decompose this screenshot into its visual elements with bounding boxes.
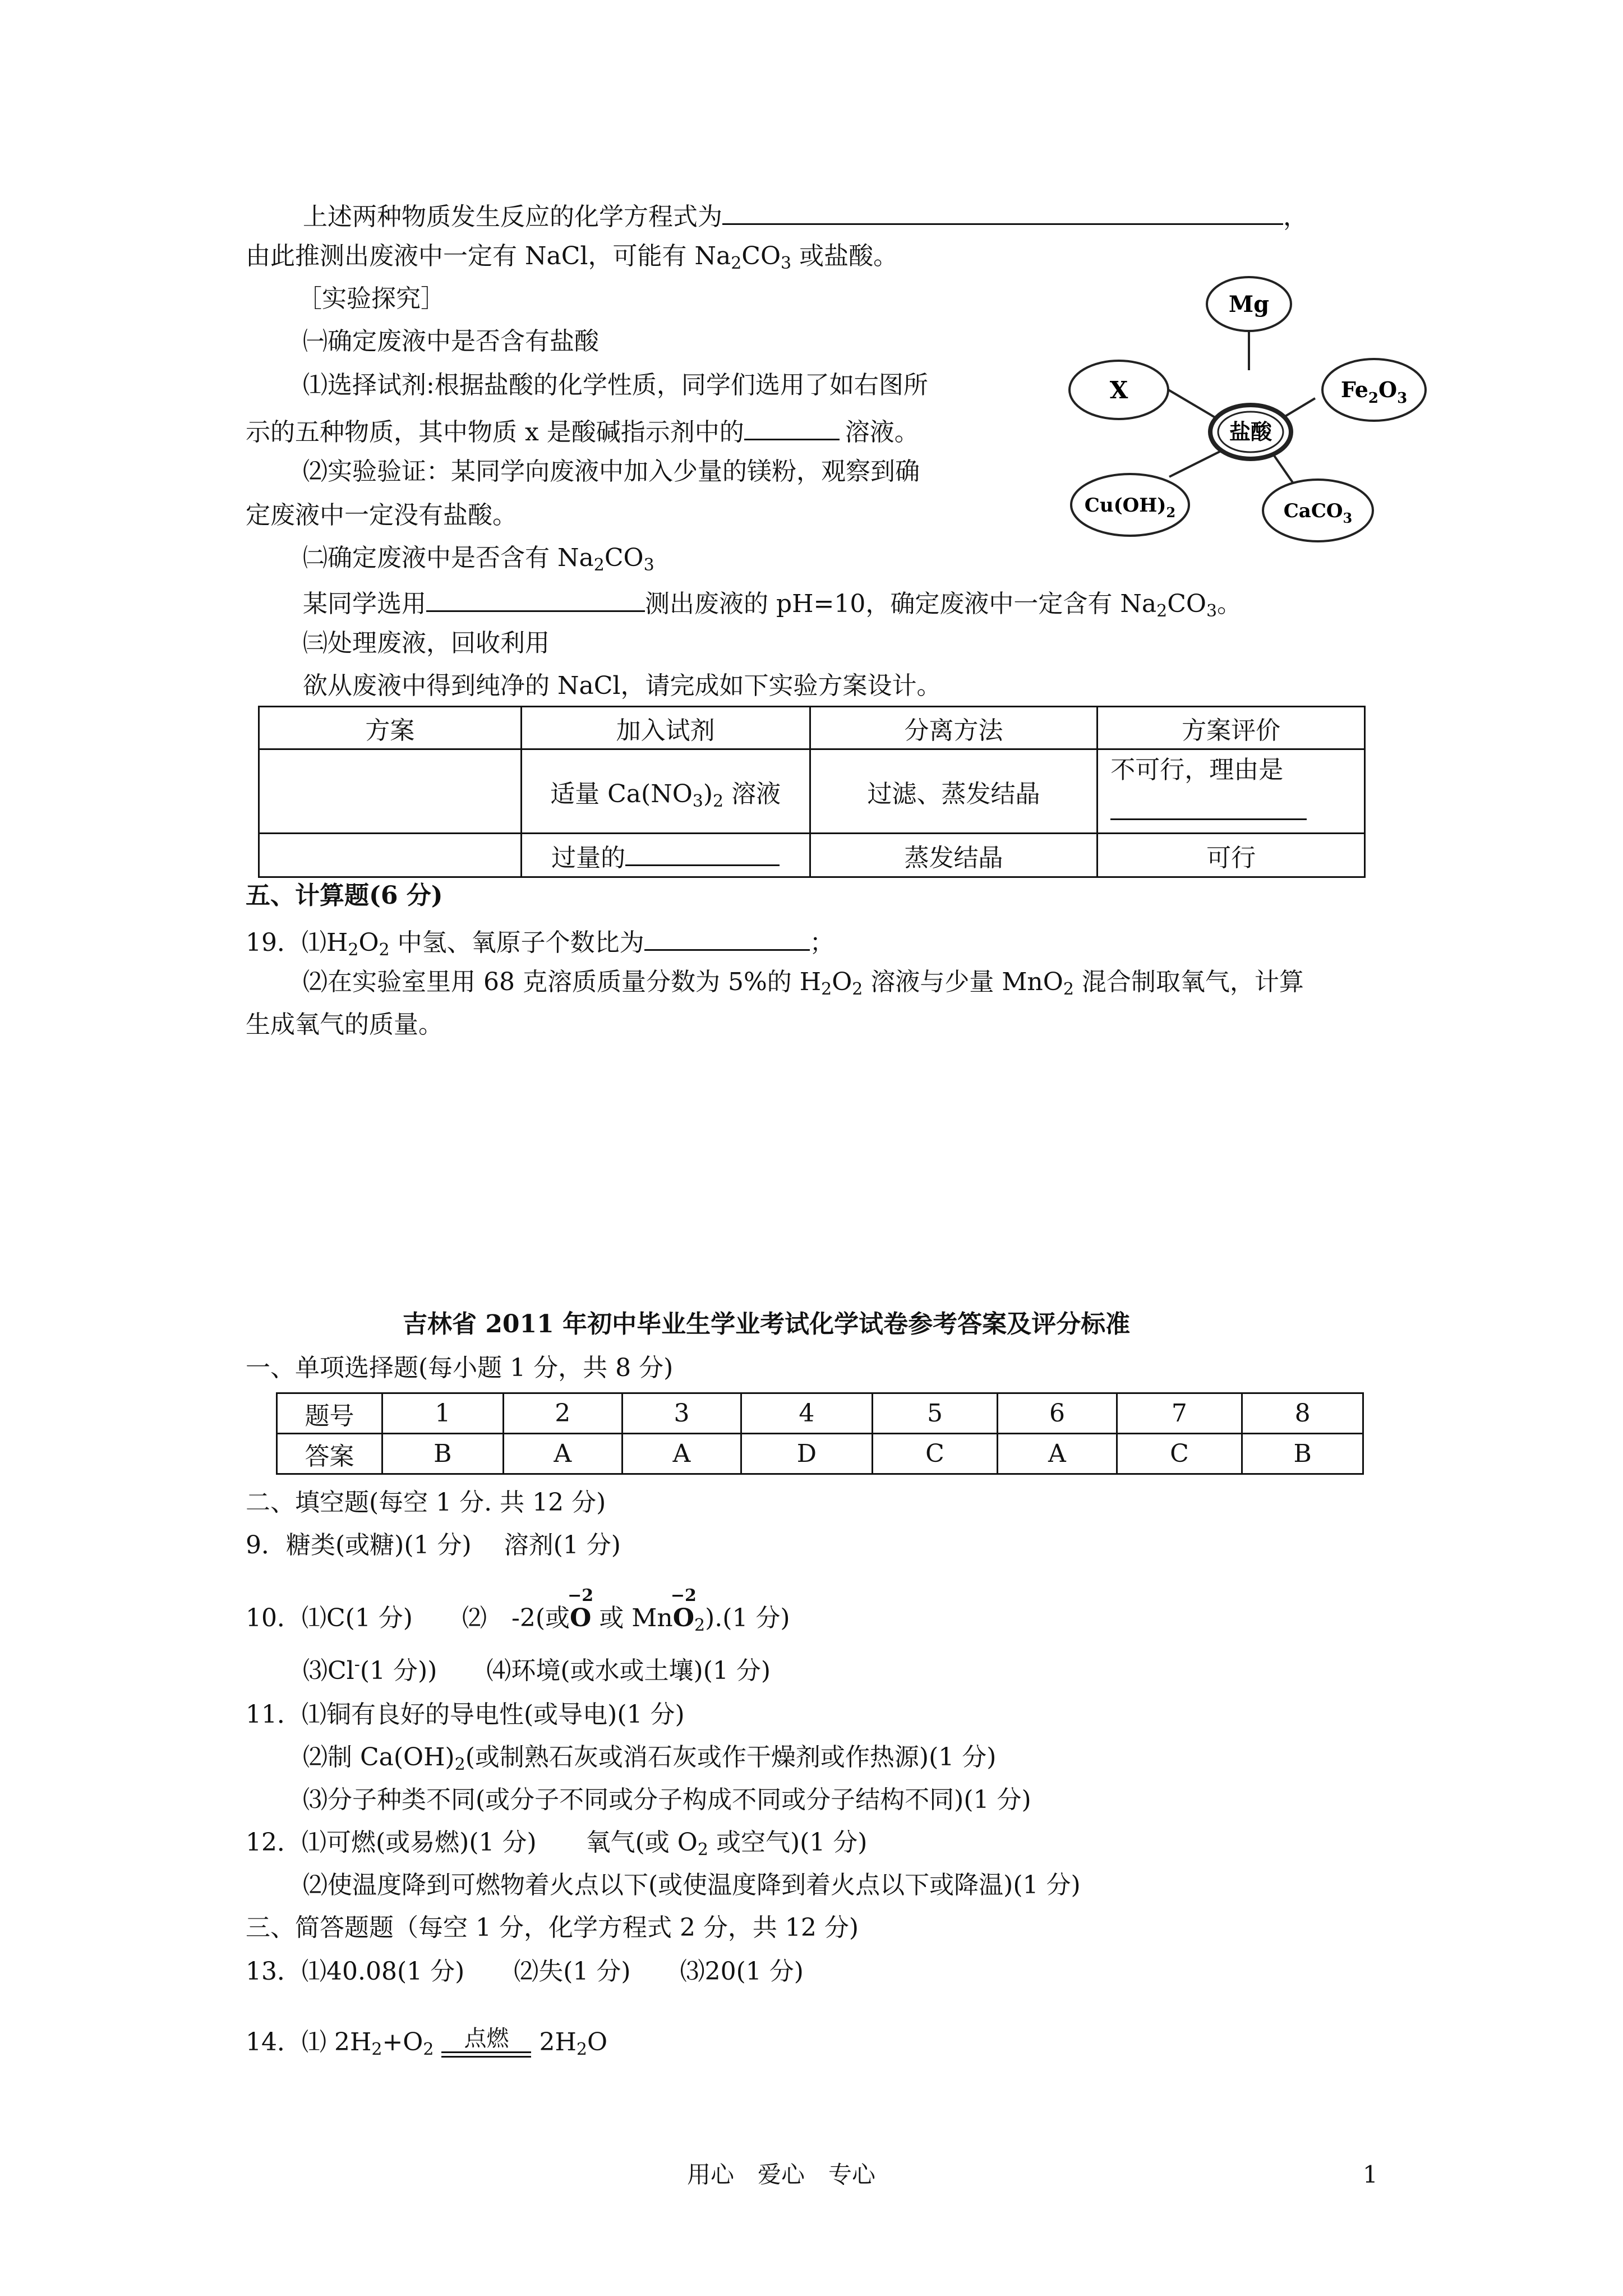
mc-ans-7: C — [1117, 1434, 1242, 1474]
node-fe2o3: $Fe_2O_3$ — [1340, 377, 1408, 407]
q19-line2: ⑵在实验室里用 68 克溶质质量分数为 5%的 $H_2O_2$ 溶液与少量 MnO$_2$ 混合制取氧气，计算 — [303, 968, 1304, 999]
part3-line: 欲从废液中得到纯净的 NaCl，请完成如下实验方案设计。 — [303, 671, 942, 700]
answer-11-1: 11．⑴铜有良好的导电性(或导电)(1 分) — [246, 1700, 685, 1729]
answers-title: 吉林省 2011 年初中毕业生学业考试化学试卷参考答案及评分标准 — [403, 1310, 1131, 1338]
answer-11-3: ⑶分子种类不同(或分子不同或分子构成不同或分子结构不同)(1 分) — [303, 1786, 1031, 1814]
plan-header-eval: 方案评价 — [1098, 707, 1365, 749]
footer-motto: 用心 爱心 专心 — [687, 2161, 876, 2188]
mc-num-3: 3 — [622, 1393, 741, 1434]
node-mg: Mg — [1228, 291, 1270, 318]
answers-sec2: 二、填空题(每空 1 分. 共 12 分) — [246, 1488, 606, 1517]
plan-header-reagent: 加入试剂 — [521, 707, 810, 749]
oxygen-valence: −2 O — [568, 1586, 594, 1632]
part3-heading: ㈢处理废液，回收利用 — [303, 629, 550, 657]
answer-12-2: ⑵使温度降到可燃物着火点以下(或使温度降到着火点以下或降温)(1 分) — [303, 1871, 1081, 1899]
answers-sec3: 三、简答题题（每空 1 分，化学方程式 2 分，共 12 分) — [246, 1913, 859, 1942]
ratio-blank[interactable] — [644, 923, 810, 951]
acid-properties-diagram — [1068, 269, 1450, 561]
mc-num-2: 2 — [503, 1393, 622, 1434]
indicator-blank[interactable] — [744, 413, 840, 440]
mc-num-1: 1 — [382, 1393, 504, 1434]
part1-step1-line2: 示的五种物质，其中物质 x 是酸碱指示剂中的 溶液。 — [246, 413, 919, 449]
mc-ans-3: A — [622, 1434, 741, 1474]
ph-tool-blank[interactable] — [426, 585, 645, 612]
answers-sec1: 一、单项选择题(每小题 1 分，共 8 分) — [246, 1354, 674, 1382]
mc-row-label-ans: 答案 — [277, 1434, 382, 1474]
plan-header-scheme: 方案 — [259, 707, 522, 749]
part1-heading: ㈠确定废液中是否含有盐酸 — [303, 327, 599, 356]
answer-14: 14．⑴ $2H_2+O_2$ 点燃 $2H_2O$ — [246, 2025, 608, 2059]
q19-line3: 生成氧气的质量。 — [246, 1010, 443, 1039]
answer-10-line2: ⑶Cl-(1 分)) ⑷环境(或水或土壤)(1 分) — [303, 1655, 771, 1685]
plan-row2-eval: 可行 — [1098, 834, 1365, 877]
mc-row-label-num: 题号 — [277, 1393, 382, 1434]
mc-num-6: 6 — [998, 1393, 1117, 1434]
section5-heading: 五、计算题(6 分) — [246, 881, 443, 910]
part1-step2-line1: ⑵实验验证：某同学向废液中加入少量的镁粉，观察到确 — [303, 457, 920, 486]
equation-blank[interactable] — [722, 197, 1283, 225]
answer-13: 13．⑴40.08(1 分) ⑵失(1 分) ⑶20(1 分) — [246, 1957, 804, 1986]
answer-9: 9．糖类(或糖)(1 分) 溶剂(1 分) — [246, 1531, 621, 1559]
answer-10-line1: 10．⑴C(1 分) ⑵ -2(或 −2 O 或 Mn −2 $O_2).(1$ 分) — [246, 1586, 790, 1635]
node-caco3: CaCO$_3$ — [1283, 500, 1353, 526]
mc-ans-2: A — [503, 1434, 622, 1474]
mc-ans-8: B — [1242, 1434, 1363, 1474]
mc-ans-4: D — [741, 1434, 873, 1474]
plan-row2-scheme[interactable] — [259, 834, 522, 877]
answer-11-2: ⑵制 $Ca(OH)_2$(或制熟石灰或消石灰或作干燥剂或作热源)(1 分) — [303, 1743, 997, 1774]
page-number: 1 — [1363, 2161, 1378, 2188]
plan-row1-method: 过滤、蒸发结晶 — [810, 749, 1098, 834]
plan-row2-method: 蒸发结晶 — [810, 834, 1098, 877]
node-cuoh2: $Cu(OH)_2$ — [1084, 494, 1176, 521]
plan-row1-scheme[interactable] — [259, 749, 522, 834]
plan-row1-eval: 不可行，理由是 — [1098, 749, 1365, 834]
excess-reagent-blank[interactable] — [625, 839, 780, 866]
center-label: 盐酸 — [1229, 420, 1272, 444]
answer-12-1: 12．⑴可燃(或易燃)(1 分) 氧气(或 $O_2$ 或空气)(1 分) — [246, 1828, 868, 1860]
mc-ans-5: C — [872, 1434, 998, 1474]
mc-num-7: 7 — [1117, 1393, 1242, 1434]
reason-blank[interactable] — [1110, 787, 1307, 820]
q19-line1: 19．$⑴H_2O_2$ 中氢、氧原子个数比为 ； — [246, 923, 834, 959]
part1-step1-line1: ⑴选择试剂:根据盐酸的化学性质，同学们选用了如右图所 — [303, 371, 928, 399]
explore-heading: ［实验探究］ — [297, 284, 445, 313]
mno2-oxygen-valence: −2 O — [670, 1586, 697, 1632]
plan-row2-reagent: 过量的 — [521, 834, 810, 877]
mc-ans-6: A — [998, 1434, 1117, 1474]
part2-heading: ㈡确定废液中是否含有 $Na_2CO_3$ — [303, 544, 654, 575]
mc-answer-table — [276, 1392, 1364, 1475]
part1-step2-line2: 定废液中一定没有盐酸。 — [246, 501, 517, 530]
plan-header-method: 分离方法 — [810, 707, 1098, 749]
mc-num-4: 4 — [741, 1393, 873, 1434]
infer-line: 由此推测出废液中一定有 NaCl，可能有 $Na_2CO_3$ 或盐酸。 — [246, 242, 898, 273]
node-x: X — [1109, 376, 1128, 404]
plan-table — [258, 706, 1366, 878]
eq-line: 上述两种物质发生反应的化学方程式为 ， — [303, 197, 1308, 233]
mc-num-5: 5 — [872, 1393, 998, 1434]
plan-row1-reagent: 适量 $Ca(NO_3)_2$ 溶液 — [521, 749, 810, 834]
reaction-condition-arrow: 点燃 — [441, 2030, 531, 2058]
mc-num-8: 8 — [1242, 1393, 1363, 1434]
part2-line: 某同学选用 测出废液的 pH=10，确定废液中一定含有 $Na_2CO_3$。 — [303, 585, 1242, 620]
mc-ans-1: B — [382, 1434, 504, 1474]
